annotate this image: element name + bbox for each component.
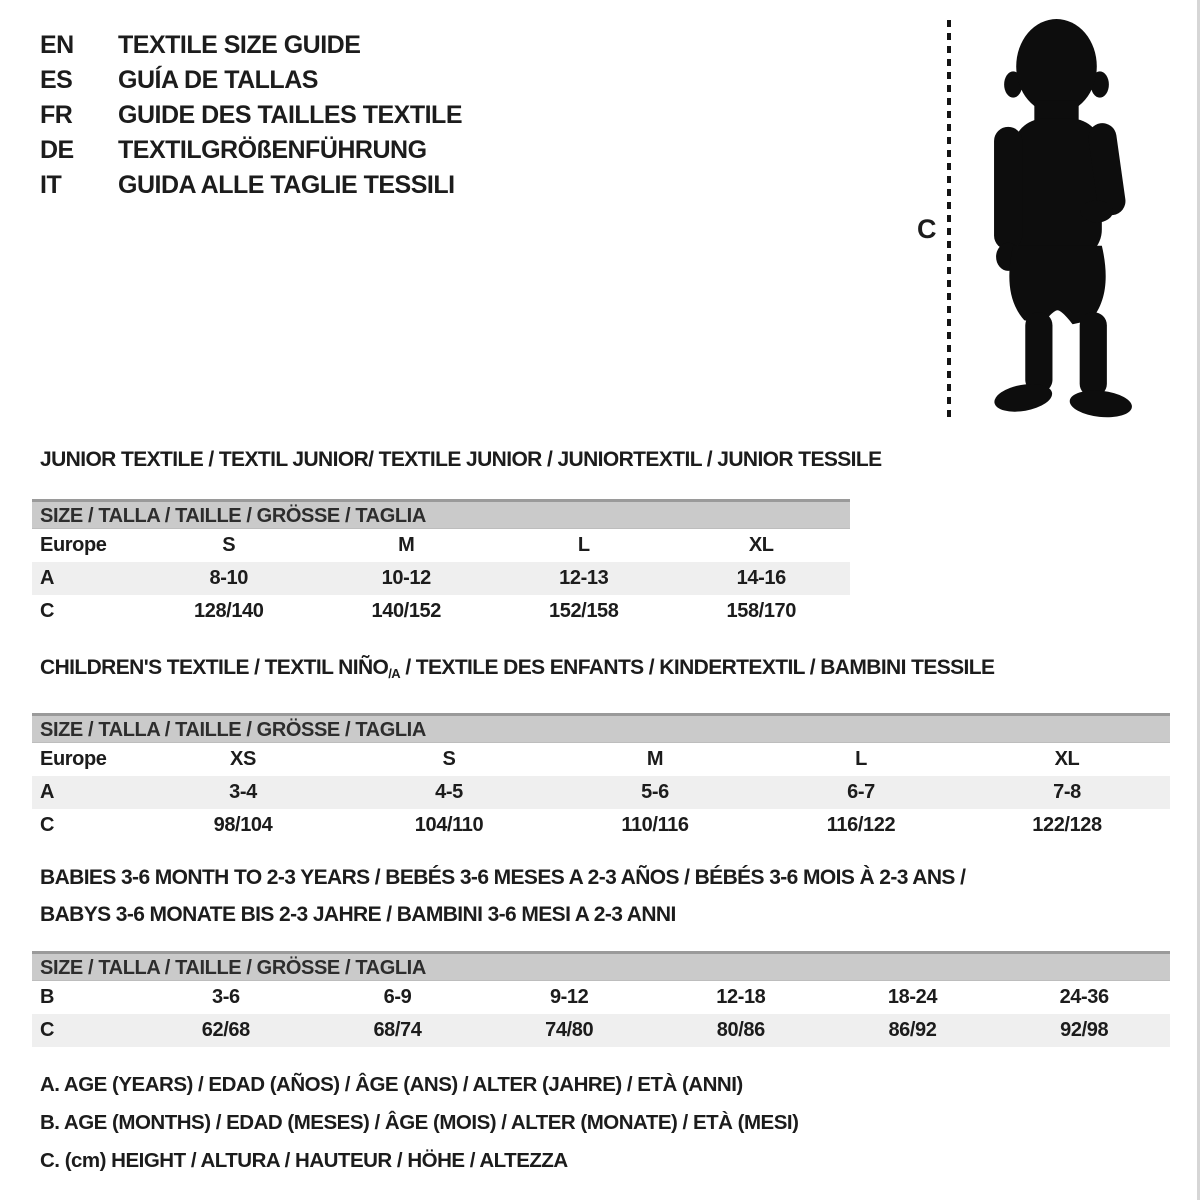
row-label: A [40,781,55,804]
row-label: C [40,600,55,623]
baby-silhouette-icon [967,12,1145,420]
months-cell: 24-36 [1059,985,1109,1008]
height-cell: 122/128 [1032,814,1102,837]
height-cell: 68/74 [373,1018,422,1041]
age-cell: 5-6 [641,781,669,804]
guide-title: GUIDA ALLE TAGLIE TESSILI [118,171,455,199]
legend-age-months: B. AGE (MONTHS) / EDAD (MESES) / ÂGE (MOIS) / ALTER (MONATE) / ETÀ (MESI) [40,1111,799,1134]
language-row-it [40,168,462,203]
language-code: DE [40,136,74,164]
age-cell: 12-13 [559,567,609,590]
language-code: EN [40,31,74,59]
language-row-en [40,28,462,63]
height-cell: 104/110 [414,814,484,837]
size-cell: M [398,534,415,557]
height-dashed-line [947,20,951,418]
table-row-age [32,776,1170,809]
months-cell: 12-18 [716,985,766,1008]
age-cell: 4-5 [435,781,463,804]
row-label: Europe [40,748,107,771]
size-cell: S [442,748,456,771]
age-cell: 8-10 [209,567,248,590]
age-cell: 14-16 [736,567,786,590]
table-row-height [32,1014,1170,1047]
language-code: IT [40,171,62,199]
legend-height-cm: C. (cm) HEIGHT / ALTURA / HAUTEUR / HÖHE / ALTEZZA [40,1149,568,1172]
height-cell: 98/104 [213,814,273,837]
age-cell: 3-4 [229,781,257,804]
measure-c-label: C [917,214,937,244]
height-cell: 80/86 [716,1018,765,1041]
language-row-fr [40,98,462,133]
table-row-age [32,562,850,595]
junior-textile-section [32,431,882,628]
size-header-band: SIZE / TALLA / TAILLE / GRÖSSE / TAGLIA [32,499,850,529]
age-cell: 10-12 [381,567,431,590]
language-title-list [40,28,462,203]
children-textile-section [32,639,1170,842]
size-cell: S [222,534,236,557]
age-cell: 7-8 [1053,781,1081,804]
row-label: Europe [40,534,107,557]
babies-textile-section [32,842,1170,1047]
table-row-months [32,981,1170,1014]
height-cell: 86/92 [888,1018,937,1041]
height-measure-figure [915,12,1155,424]
months-cell: 6-9 [383,985,412,1008]
size-cell: XL [748,534,774,557]
children-size-table [32,713,1170,842]
age-cell: 6-7 [847,781,875,804]
title-line-2: BABYS 3-6 MONATE BIS 2-3 JAHRE / BAMBINI 3-6 MESI A 2-3 ANNI [40,903,676,927]
height-cell: 116/122 [826,814,896,837]
size-cell: XL [1054,748,1080,771]
guide-title: TEXTILGRÖßENFÜHRUNG [118,136,427,164]
table-row-height [32,809,1170,842]
size-cell: L [855,748,867,771]
months-cell: 18-24 [887,985,938,1008]
height-cell: 74/80 [545,1018,594,1041]
height-cell: 92/98 [1060,1018,1109,1041]
babies-size-table [32,951,1170,1047]
height-cell: 152/158 [549,600,619,623]
height-cell: 62/68 [201,1018,250,1041]
title-line-1: BABIES 3-6 MONTH TO 2-3 YEARS / BEBÉS 3-6 MESES A 2-3 AÑOS / BÉBÉS 3-6 MOIS À 2-3 ANS / [40,866,966,890]
title-part: CHILDREN'S TEXTILE / TEXTIL NIÑO [40,656,389,680]
height-cell: 110/116 [621,814,689,837]
height-cell: 158/170 [726,600,796,623]
months-cell: 9-12 [549,985,589,1008]
title-part-sub: /A [388,666,401,682]
language-code: FR [40,101,73,129]
guide-title: GUIDE DES TAILLES TEXTILE [118,101,463,129]
size-cell: L [577,534,590,557]
height-cell: 128/140 [194,600,264,623]
title-part: / TEXTILE DES ENFANTS / KINDERTEXTIL / BAMBINI TESSILE [400,656,995,680]
height-cell: 140/152 [371,600,441,623]
months-cell: 3-6 [211,985,240,1008]
section-title-babies [32,859,1170,933]
language-code: ES [40,66,73,94]
junior-size-table [32,499,850,628]
table-row-europe [32,743,1170,776]
language-row-es [40,63,462,98]
language-row-de [40,133,462,168]
measure-legend [40,1066,798,1180]
section-title-children [32,656,1170,686]
legend-age-years: A. AGE (YEARS) / EDAD (AÑOS) / ÂGE (ANS) / ALTER (JAHRE) / ETÀ (ANNI) [40,1073,743,1096]
size-cell: XS [230,748,256,771]
size-header-band: SIZE / TALLA / TAILLE / GRÖSSE / TAGLIA [32,713,1170,743]
row-label: C [40,1018,55,1041]
row-label: C [40,814,55,837]
table-row-height [32,595,850,628]
guide-title: TEXTILE SIZE GUIDE [118,31,361,59]
table-row-europe [32,529,850,562]
row-label: A [40,567,55,590]
size-cell: M [646,748,664,771]
guide-title: GUÍA DE TALLAS [118,66,318,94]
row-label: B [40,985,55,1008]
section-title-junior: JUNIOR TEXTILE / TEXTIL JUNIOR/ TEXTILE JUNIOR / JUNIORTEXTIL / JUNIOR TESSILE [40,448,882,472]
size-header-band: SIZE / TALLA / TAILLE / GRÖSSE / TAGLIA [32,951,1170,981]
